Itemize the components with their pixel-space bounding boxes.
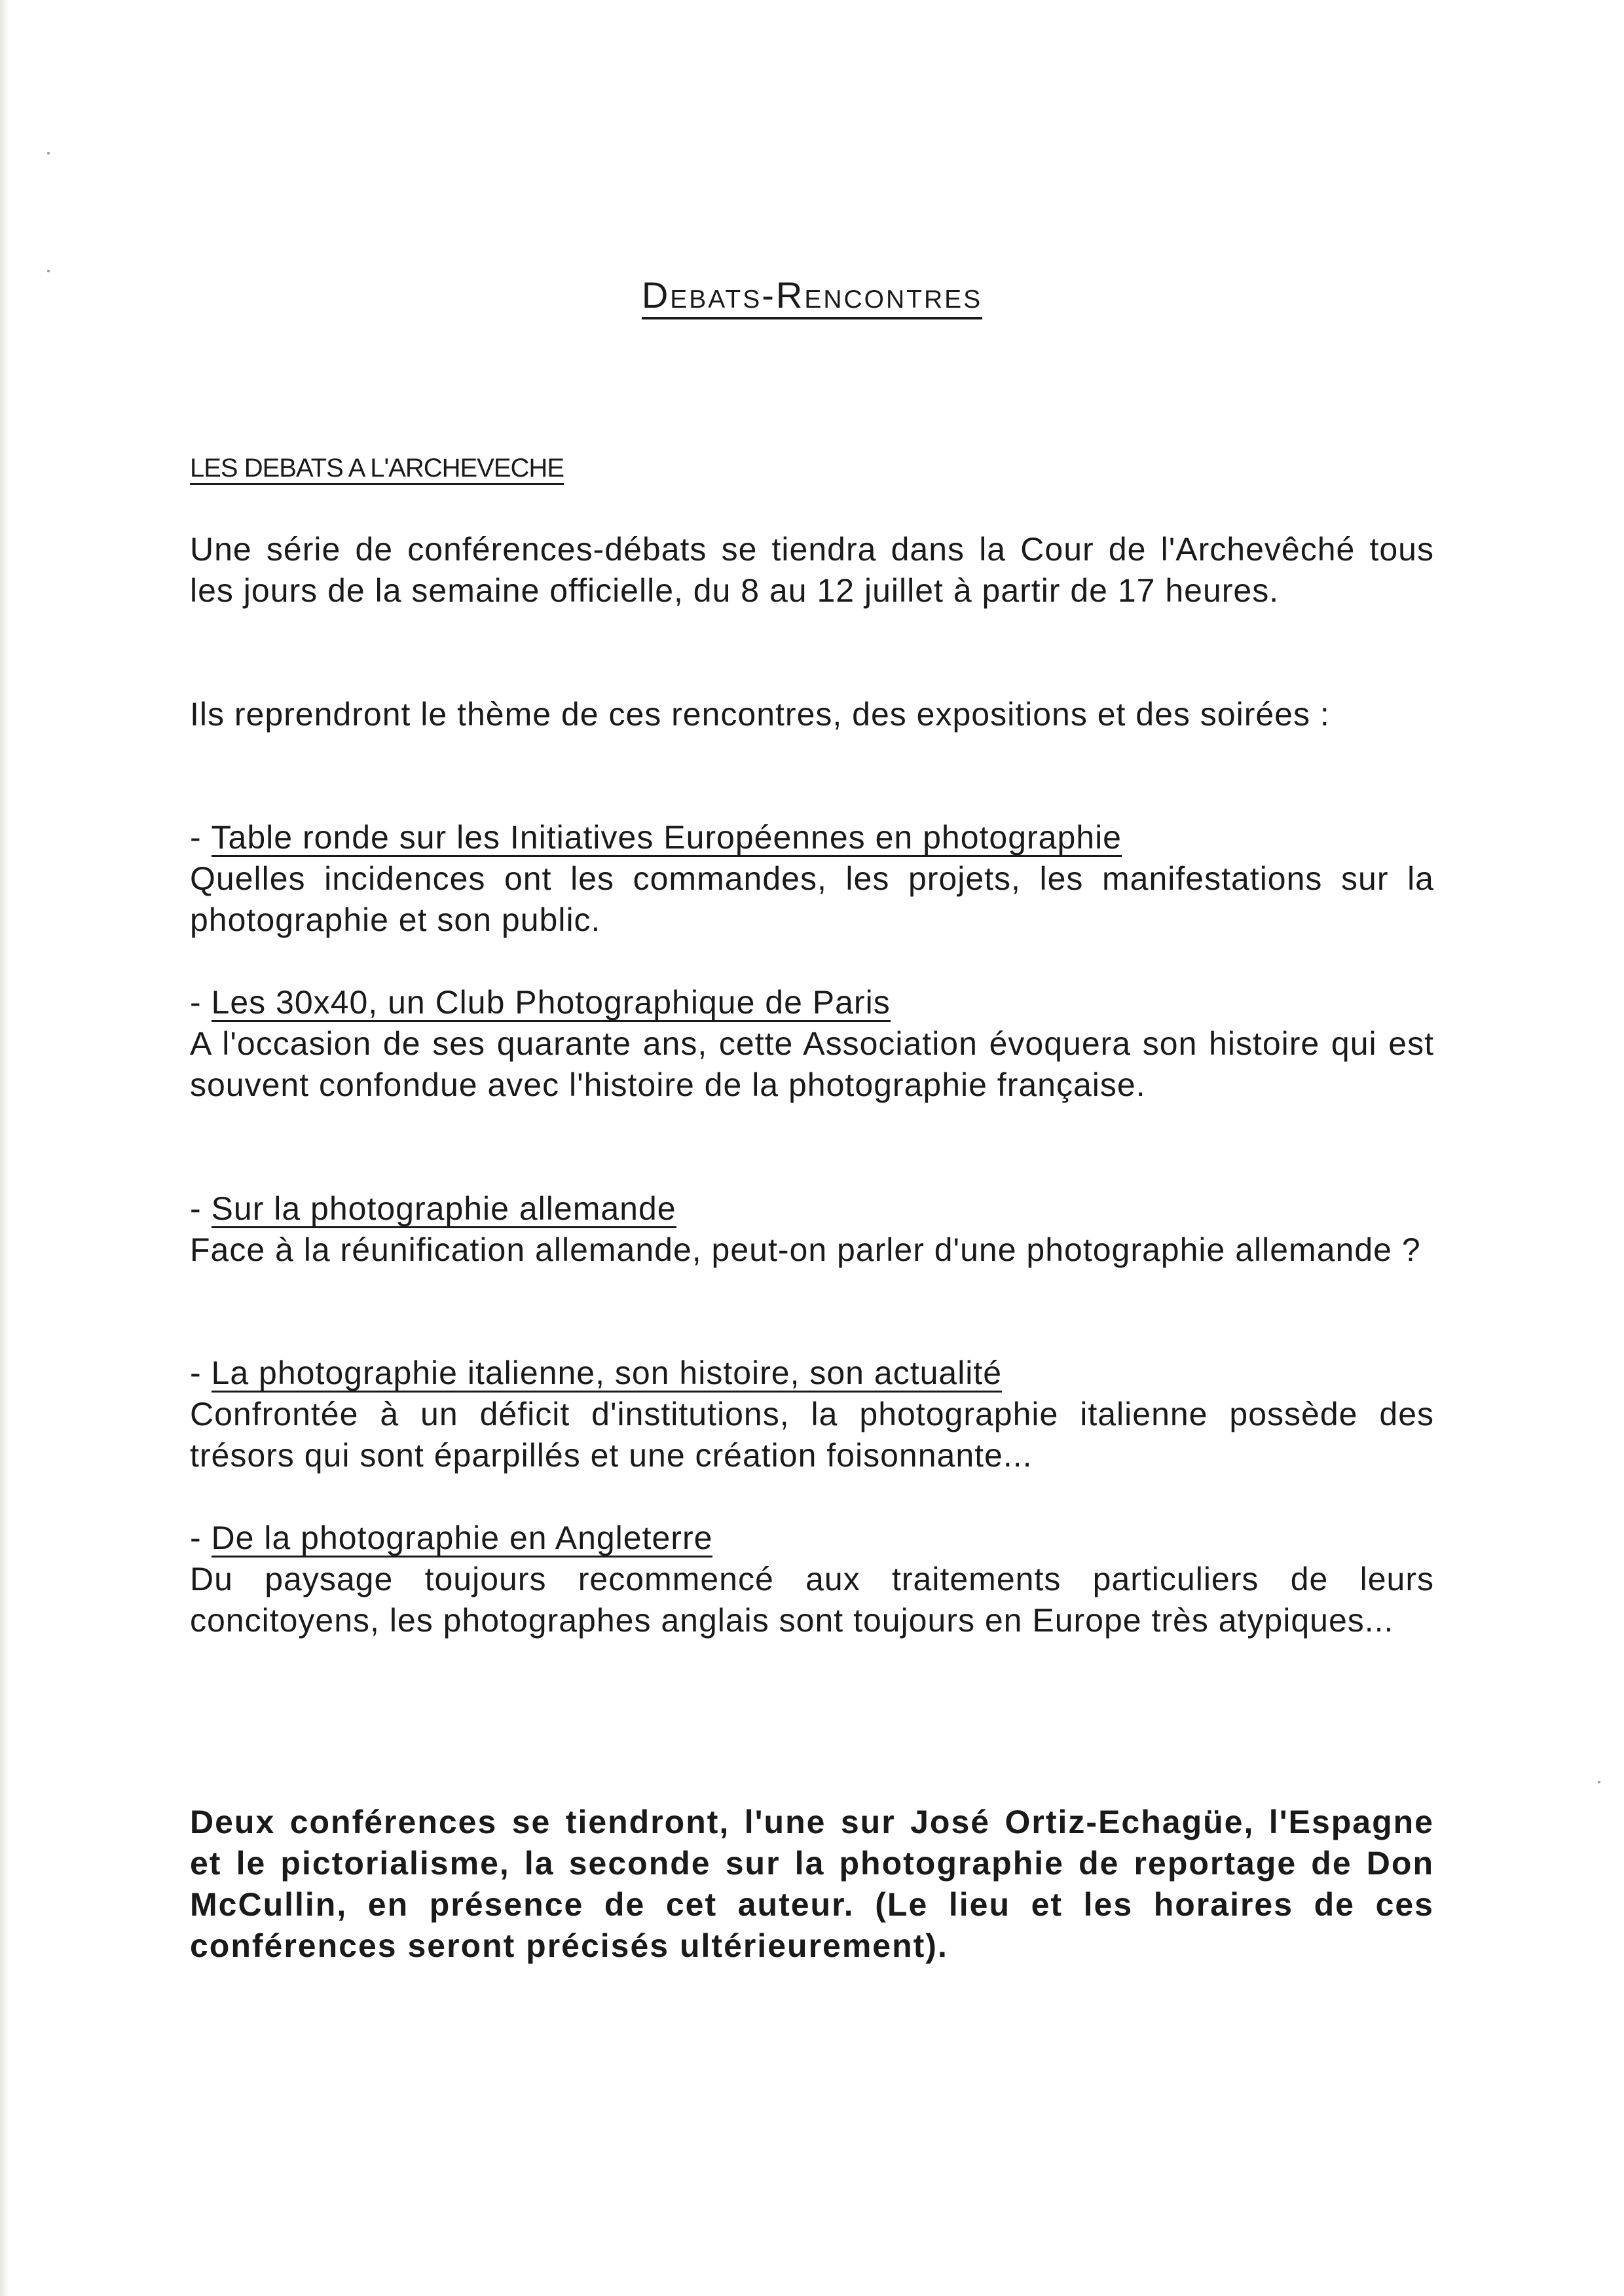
intro-paragraph-2: Ils reprendront le thème de ces rencontres, des expositions et des soirées : (190, 696, 1330, 733)
item-title: Table ronde sur les Initiatives Européennes en photographie (211, 819, 1122, 856)
scan-speck (47, 152, 50, 155)
debate-item (190, 1188, 1434, 1271)
scan-speck (1598, 1781, 1600, 1783)
item-title: La photographie italienne, son histoire, son actualité (211, 1355, 1003, 1391)
scan-edge (0, 0, 9, 2296)
item-title: Sur la photographie allemande (211, 1190, 676, 1227)
intro-paragraph-1: Une série de conférences-débats se tiendra dans la Cour de l'Archevêché tous les jours de la semaine officielle, du 8 au 12 juillet à partir de 17 heures. (190, 531, 1434, 609)
item-description: Confrontée à un déficit d'institutions, la photographie italienne possède des trésors qui sont éparpillés et une création foisonnante... (190, 1396, 1434, 1474)
item-description: Face à la réunification allemande, peut-on parler d'une photographie allemande ? (190, 1231, 1421, 1268)
document-title: Debats-Rencontres (190, 274, 1434, 316)
item-description: Du paysage toujours recommencé aux traitements particuliers de leurs concitoyens, les photographes anglais sont toujours en Europe très atypiques... (190, 1561, 1434, 1639)
item-dash: - (190, 1190, 212, 1227)
item-dash: - (190, 819, 212, 856)
item-dash: - (190, 984, 212, 1021)
scan-speck (47, 270, 50, 272)
debate-item (190, 817, 1434, 941)
debate-item (190, 1518, 1434, 1641)
item-title: De la photographie en Angleterre (211, 1520, 713, 1556)
item-dash: - (190, 1520, 212, 1556)
item-description: Quelles incidences ont les commandes, les projets, les manifestations sur la photographie et son public. (190, 860, 1434, 938)
section-heading: LES DEBATS A L'ARCHEVECHE (190, 453, 564, 485)
debate-item (190, 982, 1434, 1106)
item-title: Les 30x40, un Club Photographique de Paris (211, 984, 891, 1021)
item-dash: - (190, 1355, 212, 1391)
closing-paragraph: Deux conférences se tiendront, l'une sur José Ortiz-Echagüe, l'Espagne et le pictorialisme, la seconde sur la photographie de reportage de Don McCullin, en présence de cet auteur. (Le lieu et les horaires de ces conférences seront précisés ultérieurement). (190, 1804, 1434, 1964)
item-description: A l'occasion de ses quarante ans, cette Association évoquera son histoire qui est souvent confondue avec l'histoire de la photographie française. (190, 1025, 1434, 1103)
debate-item (190, 1353, 1434, 1476)
